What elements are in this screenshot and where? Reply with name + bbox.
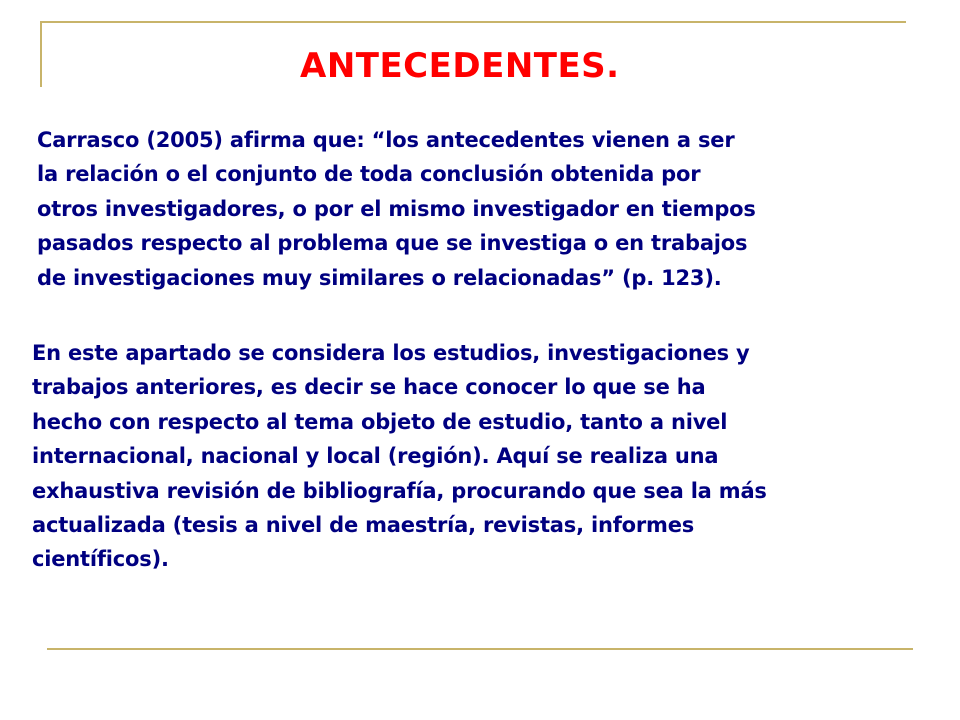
quote-line-3: otros investigadores, o por el mismo investigador en tiempos: [37, 196, 756, 221]
body-line-2: trabajos anteriores, es decir se hace conocer lo que se ha: [32, 375, 706, 400]
left-divider-line: [40, 21, 42, 87]
slide-title: ANTECEDENTES.: [300, 46, 620, 86]
quote-line-5: de investigaciones muy similares o relacionadas” (p. 123).: [37, 265, 722, 290]
body-line-5: exhaustiva revisión de bibliografía, procurando que sea la más: [32, 478, 767, 503]
top-divider-line: [40, 21, 906, 23]
body-line-7: científicos).: [32, 547, 169, 572]
body-line-1: En este apartado se considera los estudios, investigaciones y: [32, 341, 750, 365]
body-line-4: internacional, nacional y local (región). Aquí se realiza una: [32, 444, 719, 469]
quote-paragraph: [37, 123, 756, 295]
quote-line-1: Carrasco (2005) afirma que: “los antecedentes vienen a ser: [37, 128, 735, 152]
body-paragraph: [32, 336, 767, 577]
quote-line-4: pasados respecto al problema que se investiga o en trabajos: [37, 231, 748, 256]
body-line-6: actualizada (tesis a nivel de maestría, revistas, informes: [32, 513, 695, 538]
quote-line-2: la relación o el conjunto de toda conclusión obtenida por: [37, 162, 701, 187]
body-line-3: hecho con respecto al tema objeto de estudio, tanto a nivel: [32, 409, 728, 434]
bottom-divider-line: [47, 648, 913, 650]
